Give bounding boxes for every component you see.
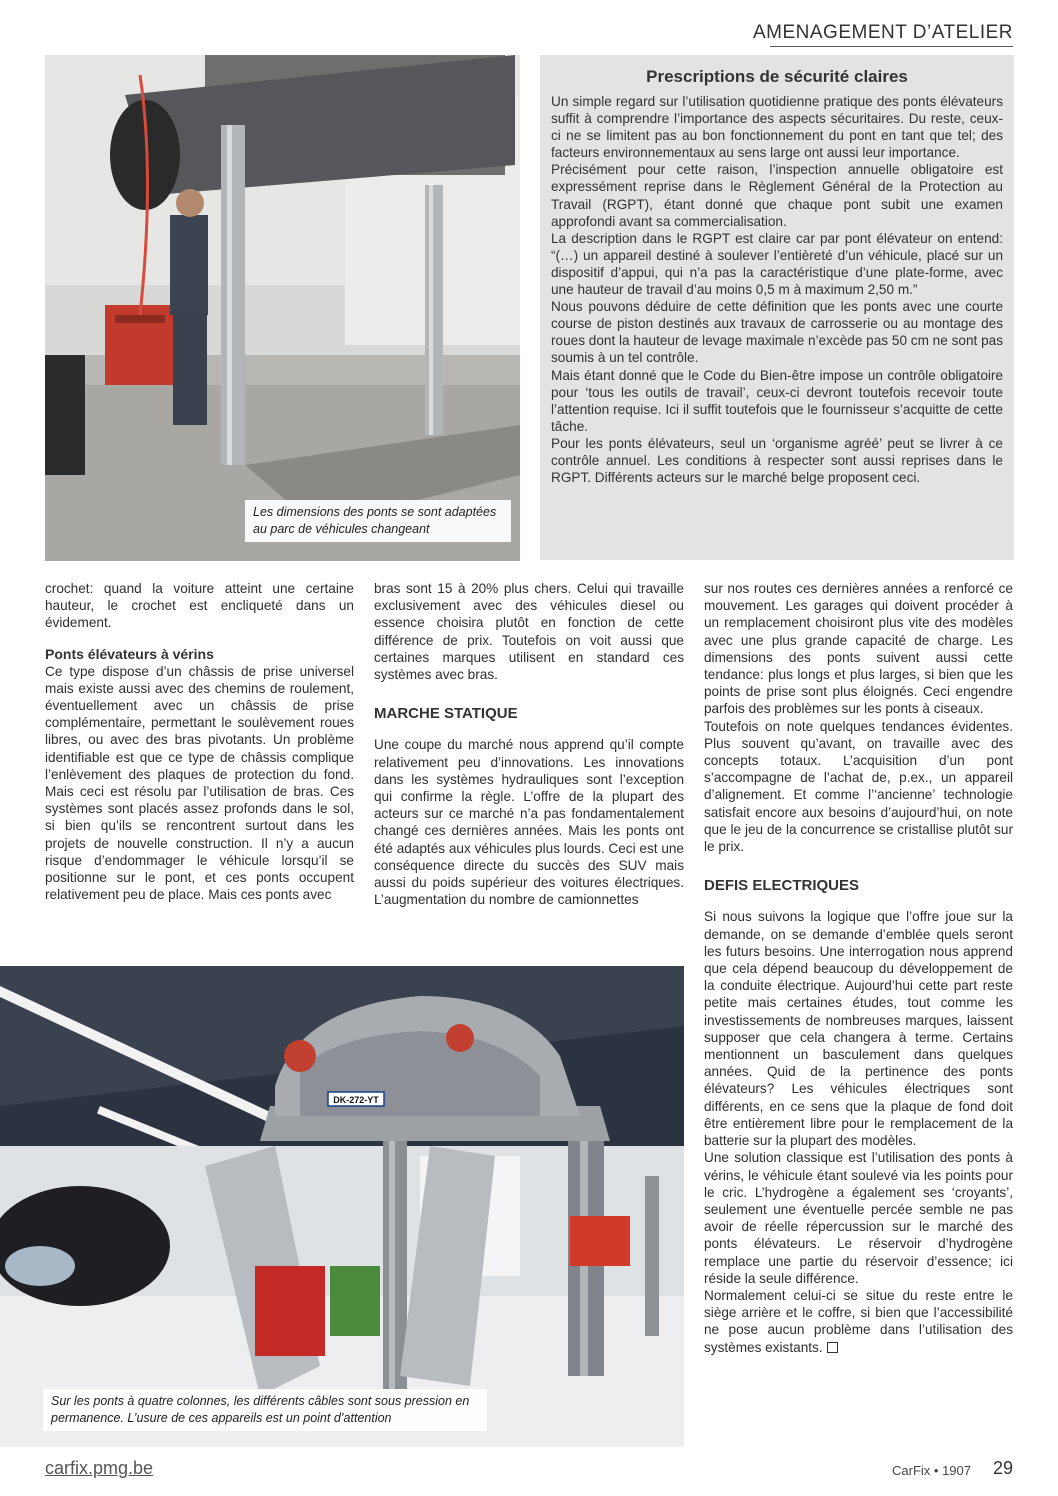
col3-last-text: Normalement celui-ci se situe du reste entre le siège arrière et le coffre, si bien que l’accessibilité ne pose aucun problème dans l’utilisation des systèmes existants. xyxy=(704,1287,1013,1355)
sidebar-paragraph: Précisément pour cette raison, l’inspection annuelle obligatoire est expressément reprise dans le Règlement Général de la Protection au Travail (RGPT), étant donné que chaque pont subit une examen approfondi avant sa commercialisation. xyxy=(551,162,1003,229)
col3-paragraph: Toutefois on note quelques tendances évidentes. Plus souvent qu’avant, on travaille avec des concepts totaux. L’acquisition d’un pont s’accompagne de l’achat de, p.ex., un appareil d’alignement. Et comme l’‘ancienne’ technologie satisfait encore aux besoins d’aujourd’hui, on note que le jeu de la concurrence se cristallise plutôt sur le prix. xyxy=(704,718,1013,855)
col1-subheading: Ponts élévateurs à vérins xyxy=(45,645,214,662)
photo-four-post-lift-image xyxy=(0,966,684,1447)
photo-workshop-two-post-lift xyxy=(45,55,520,561)
col3-paragraph: Si nous suivons la logique que l’offre joue sur la demande, on se demande d’emblée quels seront les futurs besoins. Une interrogation nous apprend que cela dépend beaucoup du développement de la conduite électrique. Aujourd’hui cette part reste petite mais certaines études, tout comme les investissements de nombreuses marques, laissent supposer que cela changera à terme. Certains mentionnent un basculement dans quelques années. Quid de la pertinence des ponts élévateurs? Les véhicules électriques sont différents, en ce sens que la plaque de fond doit être entièrement libre pour le remplacement de la batterie sur la plupart des modèles. xyxy=(704,909,1013,1149)
safety-sidebar-box xyxy=(540,55,1014,560)
license-plate-text: DK-272-YT xyxy=(333,1095,379,1105)
col2-paragraph: Une coupe du marché nous apprend qu’il compte relativement peu d’innovations. Les innovations dans les systèmes hydrauliques sont l’exception qui confirme la règle. L’offre de la plupart des acteurs sur ce marché n’a pas fondamentalement changé ces dernières années. Mais les ponts ont été adaptés aux véhicules plus lourds. Ceci est une conséquence directe du succès des SUV mais aussi du poids supérieur des voitures électriques. L’augmentation du nombre de camionnettes xyxy=(374,737,684,908)
col3-paragraph: Une solution classique est l’utilisation des ponts à vérins, le véhicule étant soulevé via les points pour le cric. L’hydrogène a également ses ‘croyants’, seulement une éventuelle percée semble ne pas avoir de réelle répercussion sur le marché des ponts élévateurs. Le réservoir d’hydrogène remplace une partie du réservoir d’essence; ici réside la seule différence. xyxy=(704,1150,1013,1286)
sidebar-paragraph: La description dans le RGPT est claire car par pont élévateur on entend: “(…) un appareil destiné à soulever l’entièreté d’un véhicule, placé sur un dispositif d’appui, qui n’a pas la caractéristique d’une plate-forme, avec une hauteur de travail d’au moins 0,5 m à maximum 2,50 m.” xyxy=(551,230,1003,298)
sidebar-paragraph: Mais étant donné que le Code du Bien-être impose un contrôle obligatoire pour ‘tous les outils de travail’, ceux-ci devront toutefois recevoir toute l’attention requise. Ici il suffit toutefois que le fournisseur s’acquitte de cette tâche. xyxy=(551,367,1003,434)
page-number: 29 xyxy=(992,1458,1013,1478)
website-link[interactable]: carfix.pmg.be xyxy=(45,1458,154,1478)
header-rule xyxy=(770,46,1013,47)
col1-paragraph: Ce type dispose d’un châssis de prise universel mais existe aussi avec des chemins de roulement, éventuellement avec un châssis de prise complémentaire, permettant le soulèvement roues libres, ou avec des bras pivotants. Un problème identifiable est que ce type de châssis complique l’enlèvement des plaques de protection du fond. Mais ceci est résolu par l’utilisation de bras. Ces systèmes sont placés assez profonds dans le sol, si bien qu’ils se rencontrent surtout dans les projets de nouvelle construction. Il n’y a aucun risque d’endommager le véhicule lorsqu’il se positionne sur le pont, et ces ponts occupent relativement peu de place. Mais ces ponts avec xyxy=(45,663,354,903)
col2-paragraph: bras sont 15 à 20% plus chers. Celui qui travaille exclusivement avec des véhicules diesel ou essence choisira plutôt en fonction de cette différence de prix. Toutefois on voit aussi que certaines marques utilisent en standard ces systèmes avec bras. xyxy=(374,581,684,683)
photo-two-post-lift-image xyxy=(45,55,520,561)
article-column-2 xyxy=(374,580,684,908)
photo-bottom-caption: Sur les ponts à quatre colonnes, les différents câbles sont sous pression en permanence. L’usure de ces appareils est un point d’attention xyxy=(43,1389,487,1431)
col3-paragraph: sur nos routes ces dernières années a renforcé ce mouvement. Les garages qui doivent procéder à un remplacement choisiront plus vite des modèles avec une plus grande capacité de charge. Les dimensions des ponts suivent aussi cette tendance: plus longs et plus larges, si bien que les points de prise sont plus éloignés. Ceci engendre parfois des problèmes sur les ponts à ciseaux. xyxy=(704,581,1013,717)
section-header: AMENAGEMENT D’ATELIER xyxy=(752,22,1013,43)
col2-section-heading: MARCHE STATIQUE xyxy=(374,705,518,723)
col3-section-heading: DEFIS ELECTRIQUES xyxy=(704,877,860,895)
photo-four-post-lift xyxy=(0,966,684,1447)
article-column-3 xyxy=(704,580,1013,1356)
sidebar-paragraph: Pour les ponts élévateurs, seul un ‘organisme agréé’ peut se livrer à ce contrôle annuel. Les conditions à respecter sont aussi reprises dans le RGPT. Différents acteurs sur le marché belge proposent ceci. xyxy=(551,435,1003,486)
photo-top-caption: Les dimensions des ponts se sont adaptées au parc de véhicules changeant xyxy=(245,500,511,542)
magazine-issue: CarFix • 1907 xyxy=(892,1463,971,1478)
sidebar-paragraph: Un simple regard sur l’utilisation quotidienne pratique des ponts élévateurs suffit à comprendre l’importance des aspects sécuritaires. Du reste, ceux-ci ne se limitent pas au bon fonctionnement du pont en tant que tel; des facteurs environnementaux au sens large ont aussi leur importance. xyxy=(551,94,1003,161)
sidebar-paragraph: Nous pouvons déduire de cette définition que les ponts avec une courte course de piston destinés aux travaux de carrosserie ou au montage des roues dont la hauteur de levage maximale n’excède pas 50 cm ne sont pas soumis à un tel contrôle. xyxy=(551,299,1003,366)
end-of-article-icon xyxy=(827,1342,838,1353)
col3-paragraph xyxy=(704,1287,1013,1356)
sidebar-title: Prescriptions de sécurité claires xyxy=(646,67,908,86)
col1-paragraph: crochet: quand la voiture atteint une certaine hauteur, le crochet est encliqueté dans un évidement. xyxy=(45,581,354,631)
sidebar-body xyxy=(540,93,1014,486)
article-column-1 xyxy=(45,580,354,903)
